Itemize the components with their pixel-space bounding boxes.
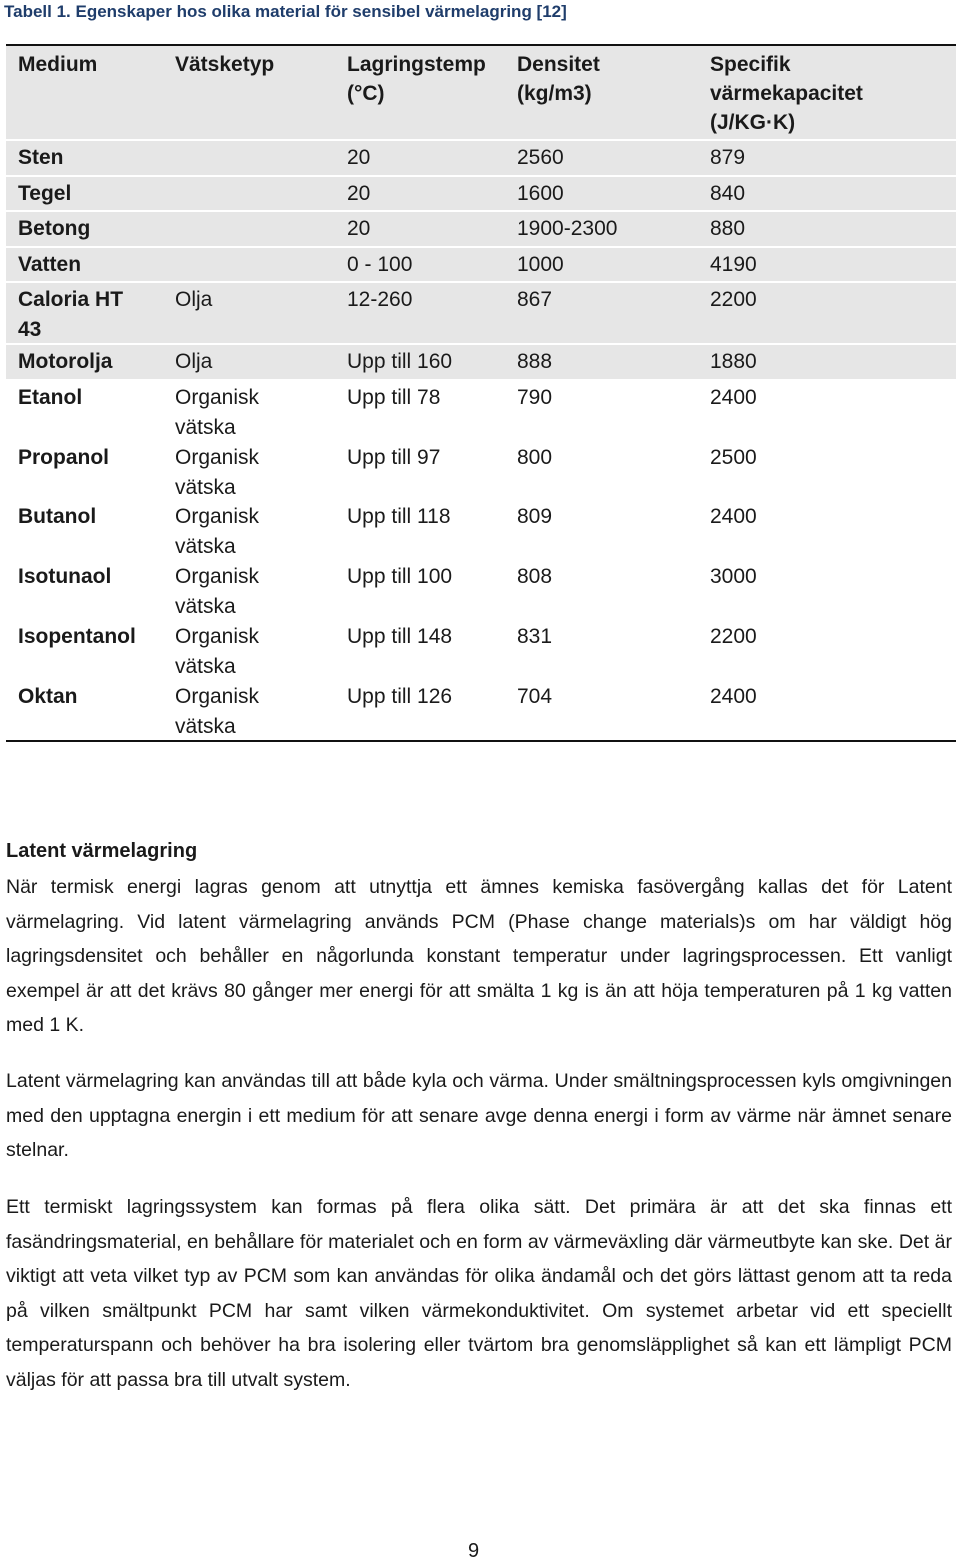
cell-medium: Isopentanol xyxy=(18,625,136,648)
cell-medium: Sten xyxy=(18,146,64,169)
cell-density: 790 xyxy=(517,386,553,409)
cell-density: 831 xyxy=(517,625,553,648)
cell-density: 2560 xyxy=(517,146,564,169)
cell-specific-heat: 880 xyxy=(710,217,746,240)
paragraph-latent-cooling: Latent värmelagring kan användas till att både kyla och värma. Under smältningsprocessen kyls omgivningen med den upptagna energin i ett medium för att senare avge denna energi i form av värme när ämnet senare stelnar. xyxy=(6,1070,952,1161)
cell-storage-temp: 20 xyxy=(347,182,371,205)
cell-specific-heat: 2400 xyxy=(710,505,757,528)
cell-medium: Vatten xyxy=(18,253,82,276)
cell-storage-temp: Upp till 97 xyxy=(347,446,441,469)
cell-specific-heat: 2400 xyxy=(710,386,757,409)
cell-density: 800 xyxy=(517,446,553,469)
cell-specific-heat: 2500 xyxy=(710,446,757,469)
paragraph-latent-intro: När termisk energi lagras genom att utnyttja ett ämnes kemiska fasövergång kallas det för Latent värmelagring. Vid latent värmelagring används PCM (Phase change materials)s om har väldigt hög lagringsdensitet och behåller en någorlunda konstant temperatur under lagringsprocessen. Ett vanligt exempel är att det krävs 80 gånger mer energi för att smälta 1 kg is än att höja temperaturen på 1 kg vatten med 1 K. xyxy=(6,876,952,1036)
header-storage-temp: Lagringstemp (°C) xyxy=(347,53,486,105)
header-specific-heat: Specifik värmekapacitet (J/KG·K) xyxy=(710,53,863,134)
cell-storage-temp: 12-260 xyxy=(347,288,413,311)
cell-liquid-type xyxy=(163,177,335,210)
paragraph-storage-system: Ett termiskt lagringssystem kan formas på flera olika sätt. Det primära är att det ska finnas ett fasändringsmaterial, en behållare för materialet och en form av värmeväxling där värmeutbyte kan ske. Det är viktigt att veta vilket typ av PCM som kan användas för olika ändamål och det görs lättast genom att ta reda på vilken smältpunkt PCM har samt vilken värmekonduktivitet. Om systemet arbetar vid ett speciellt temperaturspann och behöver ha bra isolering eller tvärtom bra genomsläpplighet så kan ett lämpligt PCM väljas för att passa bra till utvalt system. xyxy=(6,1196,952,1391)
cell-liquid-type xyxy=(163,248,335,281)
table-row xyxy=(6,212,956,248)
table-row xyxy=(6,177,956,212)
header-medium: Medium xyxy=(18,53,98,76)
cell-medium: Etanol xyxy=(18,386,83,409)
cell-liquid-type: Organisk vätska xyxy=(175,386,260,439)
cell-liquid-type: Organisk vätska xyxy=(175,625,260,678)
table-row xyxy=(6,381,956,441)
table-row xyxy=(6,560,956,620)
cell-medium: Betong xyxy=(18,217,91,240)
cell-storage-temp: Upp till 78 xyxy=(347,386,441,409)
cell-medium: Oktan xyxy=(18,685,78,708)
table-row xyxy=(6,680,956,740)
cell-storage-temp: Upp till 160 xyxy=(347,350,453,373)
table-row xyxy=(6,345,956,381)
table-caption: Tabell 1. Egenskaper hos olika material för sensibel värmelagring [12] xyxy=(4,2,567,21)
table-row xyxy=(6,283,956,345)
cell-medium: Propanol xyxy=(18,446,110,469)
cell-specific-heat: 2400 xyxy=(710,685,757,708)
cell-liquid-type: Olja xyxy=(175,288,213,311)
table-row xyxy=(6,441,956,500)
cell-liquid-type: Organisk vätska xyxy=(175,446,260,499)
cell-density: 1600 xyxy=(517,182,564,205)
section-title: Latent värmelagring xyxy=(6,840,198,862)
page-number: 9 xyxy=(468,1540,480,1562)
table-row xyxy=(6,620,956,680)
cell-density: 1000 xyxy=(517,253,564,276)
cell-specific-heat: 3000 xyxy=(710,565,757,588)
cell-density: 808 xyxy=(517,565,553,588)
cell-liquid-type xyxy=(163,212,335,246)
cell-storage-temp: Upp till 100 xyxy=(347,565,453,588)
table-row xyxy=(6,500,956,560)
cell-storage-temp: Upp till 118 xyxy=(347,505,451,528)
header-density: Densitet (kg/m3) xyxy=(517,53,600,105)
cell-storage-temp: 20 xyxy=(347,146,371,169)
table-row xyxy=(6,248,956,283)
cell-density: 809 xyxy=(517,505,553,528)
cell-storage-temp: Upp till 126 xyxy=(347,685,453,708)
cell-liquid-type: Organisk vätska xyxy=(175,565,260,618)
cell-specific-heat: 1880 xyxy=(710,350,757,373)
cell-storage-temp: Upp till 148 xyxy=(347,625,453,648)
header-liquid-type: Vätsketyp xyxy=(175,53,275,76)
table-header-row xyxy=(6,46,956,141)
table-row xyxy=(6,141,956,177)
cell-specific-heat: 879 xyxy=(710,146,746,169)
cell-specific-heat: 2200 xyxy=(710,288,757,311)
cell-medium: Isotunaol xyxy=(18,565,112,588)
cell-density: 704 xyxy=(517,685,553,708)
cell-medium: Motorolja xyxy=(18,350,113,373)
cell-specific-heat: 4190 xyxy=(710,253,757,276)
cell-storage-temp: 20 xyxy=(347,217,371,240)
cell-specific-heat: 2200 xyxy=(710,625,757,648)
cell-storage-temp: 0 - 100 xyxy=(347,253,413,276)
cell-density: 1900-2300 xyxy=(517,217,618,240)
cell-specific-heat: 840 xyxy=(710,182,746,205)
cell-medium: Caloria HT 43 xyxy=(18,288,124,341)
material-properties-table xyxy=(6,44,956,742)
cell-medium: Butanol xyxy=(18,505,97,528)
cell-liquid-type: Olja xyxy=(175,350,213,373)
cell-liquid-type: Organisk vätska xyxy=(175,505,260,558)
cell-liquid-type xyxy=(163,141,335,175)
cell-liquid-type: Organisk vätska xyxy=(175,685,260,738)
cell-density: 867 xyxy=(517,288,553,311)
cell-density: 888 xyxy=(517,350,553,373)
cell-medium: Tegel xyxy=(18,182,72,205)
